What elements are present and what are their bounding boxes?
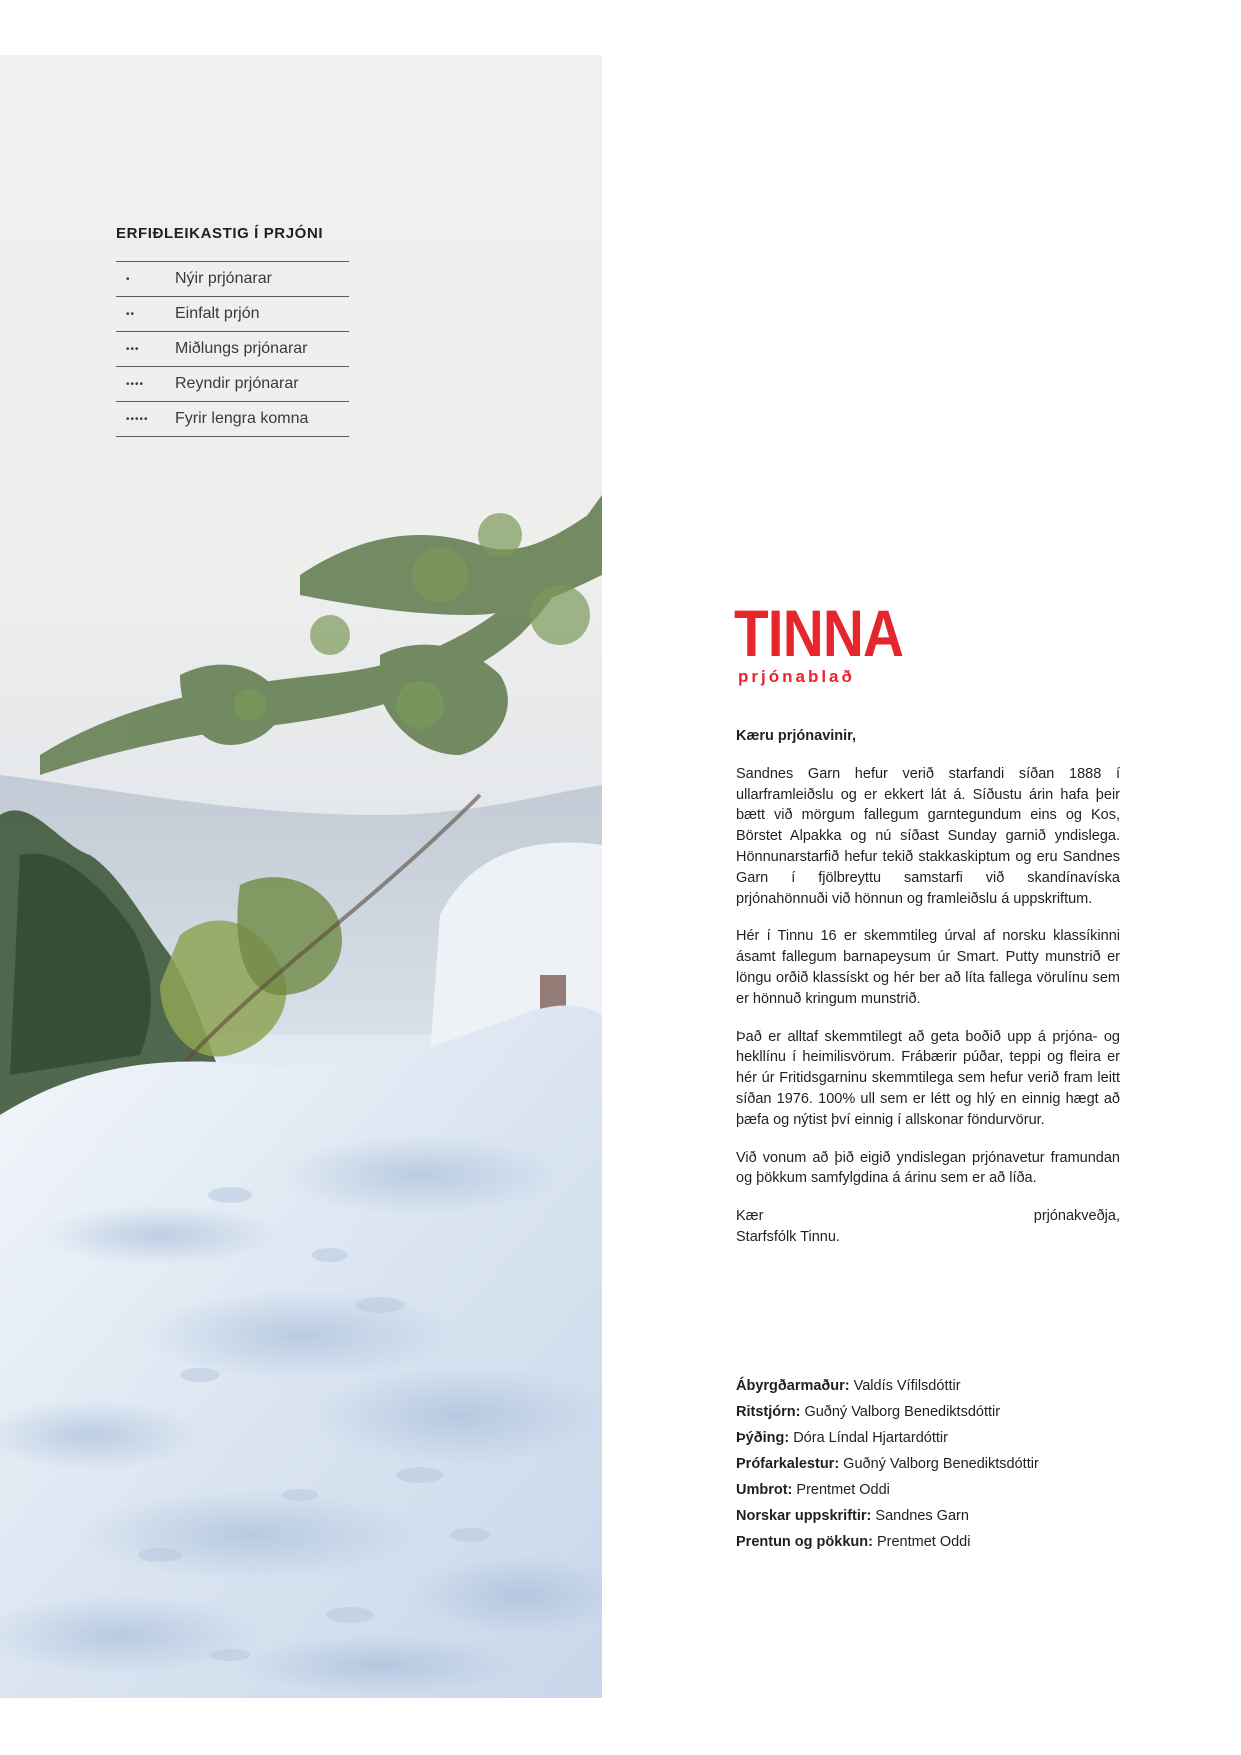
logo-title: TINNA: [734, 596, 904, 670]
credit-row: [736, 1425, 1156, 1451]
legend-title: ERFIÐLEIKASTIG Í PRJÓNI: [116, 225, 324, 242]
credit-value: Valdís Vífilsdóttir: [849, 1378, 961, 1394]
credit-row: [736, 1399, 1156, 1425]
letter-paragraph: Sandnes Garn hefur verið starfandi síðan 1888 í ullarframleiðslu og er ekkert lát á. Síðustu árin hafa þeir bætt við mörgum fallegum garntegundum eins og Kos, Börstet Alpakka og nú síðast Sunday garnið yndislega. Hönnunarstarfið hefur tekið stakkaskiptum og eru Sandnes Garn í fjölbreyttu samstarfi við skandínavíska prjónahönnuði við hönnun og framleiðslu á uppskriftum.: [736, 765, 1120, 907]
legend-row: [116, 367, 349, 402]
credit-row: [736, 1451, 1156, 1477]
credit-value: Guðný Valborg Benediktsdóttir: [800, 1404, 1001, 1420]
letter-paragraph: Það er alltaf skemmtilegt að geta boðið upp á prjóna- og hekllínu í heimilisvörum. Frábærir púðar, teppi og fleira er hér úr Fritidsgarninu skemmtilega sem hefur verið fram leitt síðan 1976. 100% ull sem er létt og hlý en einnig hægt að þæfa og nýtist því einnig í allskonar föndurvörur.: [736, 1028, 1120, 1128]
editor-letter: [736, 726, 1120, 1248]
credit-value: Prentmet Oddi: [872, 1534, 971, 1550]
signoff-left: Kær: [736, 1208, 764, 1225]
legend-row: [116, 332, 349, 367]
credit-label: Norskar uppskriftir:: [736, 1508, 872, 1524]
legend-row: [116, 262, 349, 297]
credit-value: Prentmet Oddi: [792, 1482, 890, 1498]
credit-row: [736, 1477, 1156, 1503]
credit-label: Prentun og pökkun:: [736, 1534, 873, 1550]
difficulty-legend: [116, 225, 349, 437]
signoff-right: prjónakveðja,: [1033, 1208, 1120, 1225]
legend-row: [116, 297, 349, 332]
difficulty-dots: •: [126, 273, 131, 285]
letter-paragraph: Hér í Tinnu 16 er skemmtileg úrval af norsku klassíkinni ásamt fallegum barnapeysum úr Smart. Putty munstrið er löngu orðið klassískt og hér ber að líta fallega vörulínu sem er hönnuð kringum munstrið.: [736, 928, 1120, 1007]
winter-photo: [0, 55, 602, 1698]
credits: [736, 1373, 1156, 1555]
tinna-logo: [734, 596, 931, 687]
credit-label: Prófarkalestur:: [736, 1456, 840, 1472]
legend-list: [116, 261, 349, 437]
credit-value: Sandnes Garn: [871, 1508, 969, 1524]
credit-label: Ábyrgðarmaður:: [736, 1378, 850, 1394]
difficulty-label: Einfalt prjón: [175, 305, 260, 322]
difficulty-label: Miðlungs prjónarar: [175, 340, 308, 357]
credit-row: [736, 1373, 1156, 1399]
difficulty-dots: •••: [126, 343, 140, 355]
difficulty-label: Fyrir lengra komna: [175, 410, 309, 427]
difficulty-label: Nýir prjónarar: [175, 270, 272, 287]
logo-subtitle: prjónablað: [738, 667, 855, 686]
difficulty-dots: ••••: [126, 378, 145, 390]
credit-row: [736, 1503, 1156, 1529]
difficulty-dots: ••: [126, 308, 136, 320]
difficulty-dots: •••••: [126, 413, 149, 425]
difficulty-label: Reyndir prjónarar: [175, 375, 299, 392]
letter-paragraph: Við vonum að þið eigið yndislegan prjónavetur framundan og þökkum samfylgdina á árinu sem er að líða.: [736, 1149, 1120, 1187]
letter-greeting: Kæru prjónavinir,: [736, 728, 857, 744]
credit-row: [736, 1529, 1156, 1555]
legend-row: [116, 402, 349, 437]
credit-label: Þýðing:: [736, 1430, 790, 1446]
credit-value: Guðný Valborg Benediktsdóttir: [839, 1456, 1039, 1472]
credit-label: Umbrot:: [736, 1482, 793, 1498]
credit-value: Dóra Líndal Hjartardóttir: [789, 1430, 948, 1446]
letter-signoff: [736, 1206, 1120, 1227]
credit-label: Ritstjórn:: [736, 1404, 801, 1420]
letter-signature: Starfsfólk Tinnu.: [736, 1228, 840, 1245]
